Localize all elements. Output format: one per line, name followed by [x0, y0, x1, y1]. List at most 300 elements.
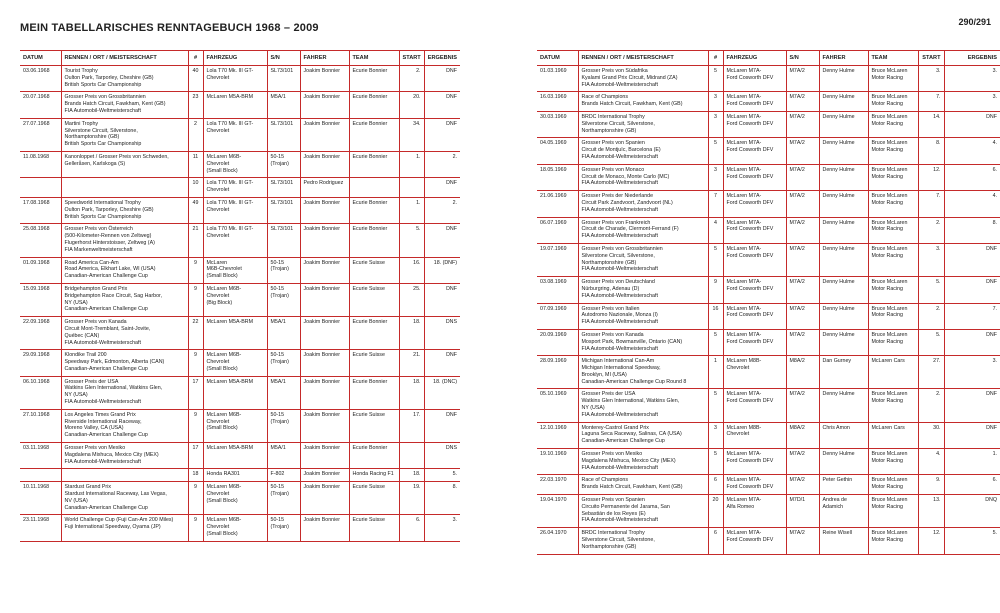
driver-line: Denny Hulme [822, 451, 855, 458]
team-cell [349, 515, 399, 541]
serial-number-line: 50-15 [270, 285, 285, 292]
serial-number-line: M5A/1 [270, 319, 286, 326]
driver-cell [819, 243, 868, 276]
car-line: Chevrolet [726, 431, 750, 438]
race-line: Northamptonshire (GB) [581, 259, 637, 266]
race-line: Race of Champions [581, 94, 629, 101]
car-line: Lola T70 Mk. III GT- [206, 120, 254, 127]
team-line: Bruce McLaren [871, 530, 908, 537]
car-cell [723, 243, 786, 276]
serial-number-cell [786, 303, 819, 329]
race-cell [578, 138, 708, 164]
team-line: Bruce McLaren [871, 166, 908, 173]
table-row [537, 303, 1000, 329]
driver-line: Joakim Bonnier [303, 153, 341, 160]
serial-number-line: (Trojan) [270, 292, 289, 299]
team-cell [868, 449, 918, 475]
table-row [537, 422, 1000, 448]
driver-cell [300, 224, 349, 257]
serial-number-line: M7A/2 [789, 68, 805, 74]
race-line: Magdalena Mixhuca, Mexico City (MEX) [581, 457, 676, 464]
race-line: Grosser Preis der USA [581, 391, 636, 398]
team-line: Bruce McLaren [871, 113, 908, 120]
car-line: Alfa Romeo [726, 503, 755, 510]
car-line: McLaren M7A- [726, 477, 762, 484]
date-cell: 29.09.1968 [20, 350, 61, 376]
result-cell: 3. [944, 66, 1000, 92]
race-line: FIA Automobil-Weltmeisterschaft [581, 411, 658, 418]
car-line: McLaren M7A- [726, 113, 762, 120]
race-cell [61, 66, 188, 92]
race-line: Brands Hatch Circuit, Fawkham, Kent (GB) [581, 101, 683, 108]
race-line: Stardust Grand Prix [64, 484, 112, 491]
car-number-cell: 1 [708, 356, 723, 389]
car-line: McLaren M7A- [726, 193, 762, 200]
serial-number-cell [267, 515, 300, 541]
result-cell: DNF [944, 111, 1000, 137]
result-cell: DNS [424, 443, 460, 469]
car-number-cell: 20 [708, 495, 723, 528]
date-cell: 28.09.1969 [537, 356, 578, 389]
team-line: Ecurie Bonnier [352, 68, 388, 74]
race-line: Circuit de Charade, Clermont-Ferrand (F) [581, 226, 679, 233]
serial-number-cell [786, 475, 819, 495]
result-cell: DNF [424, 350, 460, 376]
start-position-cell: 2. [918, 389, 944, 422]
car-line: McLaren M7A- [726, 68, 762, 74]
race-line: FIA Automobil-Weltmeisterschaft [581, 345, 658, 352]
serial-number-cell [267, 118, 300, 151]
race-line: FIA Automobil-Weltmeisterschaft [581, 206, 658, 213]
car-number-cell: 9 [708, 277, 723, 303]
race-cell [61, 482, 188, 515]
serial-number-line: 50-15 [270, 352, 285, 359]
car-line: (Small Block) [206, 497, 238, 504]
team-cell [349, 197, 399, 223]
serial-number-line: M5A/1 [270, 94, 286, 101]
start-position-cell: 3. [918, 66, 944, 92]
date-cell: 19.04.1970 [537, 495, 578, 528]
start-position-cell: 4. [918, 449, 944, 475]
result-cell: 2. [424, 197, 460, 223]
serial-number-line: (Trojan) [270, 491, 289, 498]
car-line: McLaren M7A- [726, 166, 762, 173]
team-cell [349, 224, 399, 257]
serial-number-line: (Trojan) [270, 160, 289, 167]
race-line: Silverstone Circuit, Silverstone, [581, 537, 655, 544]
table-row [537, 191, 1000, 217]
car-cell [203, 409, 267, 442]
table-row [537, 92, 1000, 112]
car-line: Chevrolet [206, 127, 230, 134]
table-row [20, 409, 460, 442]
race-line: Northamptonshire (GB) [64, 134, 120, 141]
team-line: Ecurie Suisse [352, 259, 385, 266]
start-position-cell: 18. [399, 376, 424, 409]
team-line: Honda Racing F1 [352, 471, 394, 478]
table-row [20, 224, 460, 257]
driver-line: Joakim Bonnier [303, 352, 341, 359]
team-line: Bruce McLaren [871, 94, 908, 101]
table-row [20, 66, 460, 92]
serial-number-line: 50-15 [270, 153, 285, 160]
serial-number-line: M7A/2 [789, 530, 805, 537]
race-cell [61, 443, 188, 469]
car-line: Ford Cosworth DFV [726, 199, 774, 206]
driver-line: Denny Hulme [822, 68, 855, 74]
race-line: Speedworld International Trophy [64, 199, 141, 206]
race-line: Los Angeles Times Grand Prix [64, 411, 136, 418]
car-number-cell: 2 [188, 118, 203, 151]
car-cell [723, 191, 786, 217]
car-line: Ford Cosworth DFV [726, 120, 774, 127]
car-line: Ford Cosworth DFV [726, 226, 774, 233]
start-position-cell: 1. [399, 197, 424, 223]
driver-line: Denny Hulme [822, 140, 855, 147]
race-cell [578, 243, 708, 276]
race-line: Autodromo Nazionale, Monza (I) [581, 312, 658, 319]
date-cell: 25.08.1968 [20, 224, 61, 257]
car-line: Ford Cosworth DFV [726, 101, 774, 108]
serial-number-cell [786, 243, 819, 276]
team-header: TEAM [868, 51, 918, 66]
car-line: (Small Block) [206, 531, 238, 538]
car-cell [723, 389, 786, 422]
race-line: Brands Hatch Circuit, Fawkham, Kent (GB) [581, 484, 683, 491]
race-line: Northamptonshire (GB) [581, 543, 637, 550]
race-line: Grosser Preis von Südafrika [581, 68, 648, 74]
result-cell: 3. [424, 515, 460, 541]
car-number-cell: 22 [188, 317, 203, 350]
car-cell [203, 482, 267, 515]
start-position-cell: 20. [399, 92, 424, 118]
car-cell [203, 118, 267, 151]
race-line: NV (USA) [64, 497, 88, 504]
race-line: FIA Automobil-Weltmeisterschaft [581, 153, 658, 160]
race-line: Nürburgring, Adenau (D) [581, 285, 640, 292]
race-cell [578, 356, 708, 389]
race-cell [578, 191, 708, 217]
team-line: Ecurie Suisse [352, 484, 385, 491]
race-header: RENNEN / ORT / MEISTERSCHAFT [578, 51, 708, 66]
race-line: Magdalena Mixhuca, Mexico City (MEX) [64, 451, 159, 458]
driver-cell [300, 317, 349, 350]
team-line: Motor Racing [871, 101, 903, 108]
car-cell [203, 257, 267, 283]
race-line: Brands Hatch Circuit, Fawkham, Kent (GB) [64, 101, 166, 108]
team-cell [349, 257, 399, 283]
race-cell [61, 197, 188, 223]
race-line: Mosport Park, Bowmanville, Ontario (CAN) [581, 338, 683, 345]
start-position-cell: 18. [399, 469, 424, 482]
table-row [20, 151, 460, 177]
driver-cell [819, 277, 868, 303]
serial-number-line: M7A/2 [789, 113, 805, 120]
car-line: McLaren M8B- [726, 358, 762, 365]
serial-number-line: M5A/1 [270, 378, 286, 385]
race-line: Klondike Trail 200 [64, 352, 107, 359]
team-line: McLaren Cars [871, 424, 905, 431]
serial-number-cell [267, 317, 300, 350]
car-cell [203, 376, 267, 409]
driver-line: Dan Gurney [822, 358, 852, 365]
race-line: Grosser Preis von Italien [581, 305, 640, 312]
race-cell [578, 92, 708, 112]
driver-line: Denny Hulme [822, 279, 855, 286]
driver-line: Joakim Bonnier [303, 285, 341, 292]
car-line: McLaren M7A- [726, 94, 762, 101]
car-line: McLaren M7A- [726, 245, 762, 252]
race-line: Road America, Elkhart Lake, WI (USA) [64, 266, 156, 273]
team-cell [349, 151, 399, 177]
result-cell: DNF [424, 224, 460, 257]
team-line: Bruce McLaren [871, 451, 908, 458]
car-line: McLaren M6B- [206, 285, 242, 292]
car-cell [723, 138, 786, 164]
start-position-cell: 2. [399, 66, 424, 92]
date-cell: 20.09.1969 [537, 329, 578, 355]
race-line: Monterey-Castrol Grand Prix [581, 424, 649, 431]
car-line: Ford Cosworth DFV [726, 173, 774, 180]
serial-header: S/N [786, 51, 819, 66]
date-cell [20, 178, 61, 198]
date-cell: 19.10.1969 [537, 449, 578, 475]
result-cell: DNF [944, 422, 1000, 448]
result-cell: DNQ [944, 495, 1000, 528]
race-cell [61, 317, 188, 350]
car-number-cell: 9 [188, 409, 203, 442]
serial-number-cell [786, 111, 819, 137]
serial-number-cell [267, 482, 300, 515]
start-position-cell: 2. [918, 217, 944, 243]
race-line: Road America Can-Am [64, 259, 119, 266]
car-cell [723, 495, 786, 528]
team-line: Ecurie Bonnier [352, 199, 388, 206]
table-row [537, 138, 1000, 164]
team-cell [349, 283, 399, 316]
serial-number-cell [786, 356, 819, 389]
car-line: Ford Cosworth DFV [726, 338, 774, 345]
start-header: START [399, 51, 424, 66]
race-line: Circuit Mont-Tremblant, Saint-Jovite, [64, 325, 151, 332]
table-row [20, 257, 460, 283]
serial-number-line: (Trojan) [270, 359, 289, 366]
serial-number-line: 50-15 [270, 411, 285, 418]
serial-number-line: 50-15 [270, 484, 285, 491]
team-line: Bruce McLaren [871, 193, 908, 200]
table-row [537, 66, 1000, 92]
race-cell [578, 495, 708, 528]
table-header-row [537, 51, 1000, 66]
start-position-cell: 27. [918, 356, 944, 389]
team-cell [868, 389, 918, 422]
race-table-right [537, 50, 1000, 555]
team-cell [349, 350, 399, 376]
driver-line: Denny Hulme [822, 391, 855, 398]
serial-number-cell [267, 66, 300, 92]
car-number-cell: 23 [188, 92, 203, 118]
serial-number-line: (Trojan) [270, 418, 289, 425]
team-line: Bruce McLaren [871, 68, 908, 74]
car-line: Chevrolet [726, 365, 750, 372]
car-cell [203, 469, 267, 482]
result-cell: DNF [944, 329, 1000, 355]
result-cell: 5. [944, 528, 1000, 554]
team-line: Bruce McLaren [871, 477, 908, 484]
table-row [537, 243, 1000, 276]
race-cell [578, 277, 708, 303]
date-cell: 10.11.1968 [20, 482, 61, 515]
race-line: Grosser Preis von Spanien [581, 497, 645, 504]
team-cell [868, 217, 918, 243]
race-line: Martini Trophy [64, 120, 99, 127]
car-line: Lola T70 Mk. III GT- [206, 68, 254, 74]
car-line: McLaren M6B- [206, 517, 242, 524]
start-position-cell: 14. [918, 111, 944, 137]
serial-number-cell [267, 224, 300, 257]
serial-number-line: M7A/2 [789, 477, 805, 484]
race-line: Sebastián de los Reyes (E) [581, 510, 646, 517]
driver-line: Adamich [822, 503, 844, 510]
date-cell: 15.09.1968 [20, 283, 61, 316]
serial-number-line: M7A/2 [789, 94, 805, 101]
car-line: McLaren M5A-BRM [206, 94, 254, 101]
team-cell [868, 495, 918, 528]
car-line: Chevrolet [206, 206, 230, 213]
team-line: Motor Racing [871, 503, 903, 510]
date-cell: 11.08.1968 [20, 151, 61, 177]
serial-number-line: (Trojan) [270, 266, 289, 273]
race-cell [61, 92, 188, 118]
table-row [537, 449, 1000, 475]
car-cell [723, 217, 786, 243]
team-cell [868, 191, 918, 217]
race-line: Grosser Preis von Frankreich [581, 219, 651, 226]
team-line: Bruce McLaren [871, 245, 908, 252]
car-number-cell: 3 [708, 164, 723, 190]
driver-cell [300, 376, 349, 409]
team-cell [349, 409, 399, 442]
race-line: FIA Automobil-Weltmeisterschaft [581, 517, 658, 524]
race-cell [578, 164, 708, 190]
car-line: Ford Cosworth DFV [726, 74, 774, 81]
driver-cell [819, 329, 868, 355]
car-line: Ford Cosworth DFV [726, 147, 774, 154]
date-cell: 27.10.1968 [20, 409, 61, 442]
result-cell: 3. [944, 356, 1000, 389]
driver-cell [300, 92, 349, 118]
race-cell [61, 376, 188, 409]
car-line: Ford Cosworth DFV [726, 484, 774, 491]
table-row [20, 482, 460, 515]
team-line: Motor Racing [871, 484, 903, 491]
driver-line: Joakim Bonnier [303, 259, 341, 266]
car-cell [203, 151, 267, 177]
race-line: Fuji International Speedway, Oyama (JP) [64, 524, 161, 531]
race-cell [61, 469, 188, 482]
serial-number-cell [786, 164, 819, 190]
serial-number-cell [267, 350, 300, 376]
team-line: Ecurie Bonnier [352, 378, 388, 385]
race-line: (500-Kilometer-Rennen von Zeltweg) [64, 233, 152, 240]
race-line: NY (USA) [64, 299, 88, 306]
driver-cell [819, 495, 868, 528]
race-cell [578, 111, 708, 137]
car-number-cell: 5 [708, 389, 723, 422]
driver-cell [300, 443, 349, 469]
car-number-cell: 40 [188, 66, 203, 92]
driver-line: Joakim Bonnier [303, 445, 341, 452]
driver-line: Joakim Bonnier [303, 120, 341, 127]
start-position-cell: 2. [918, 303, 944, 329]
car-cell [723, 111, 786, 137]
race-line: Grosser Preis von Kanada [64, 319, 127, 326]
driver-line: Denny Hulme [822, 113, 855, 120]
car-line: McLaren M6B- [206, 352, 242, 359]
car-line: McLaren M8B- [726, 424, 762, 431]
race-line: Circuit de Monaco, Monte Carlo (MC) [581, 173, 670, 180]
race-cell [61, 178, 188, 198]
page-title: MEIN TABELLARISCHES RENNTAGEBUCH 1968 – 2009 [20, 22, 319, 34]
team-line: Motor Racing [871, 252, 903, 259]
race-line: FIA Automobil-Weltmeisterschaft [64, 458, 141, 465]
car-line: McLaren M7A- [726, 331, 762, 338]
start-header: START [918, 51, 944, 66]
race-line: Circuit Park Zandvoort, Zandvoort (NL) [581, 199, 673, 206]
start-position-cell [399, 178, 424, 198]
car-line: McLaren M7A- [726, 279, 762, 286]
serial-number-line: (Trojan) [270, 524, 289, 531]
start-position-cell: 12. [918, 528, 944, 554]
driver-cell [819, 449, 868, 475]
start-position-cell: 5. [399, 224, 424, 257]
car-line: Chevrolet [206, 160, 230, 167]
race-line: Tourist Trophy [64, 68, 98, 74]
start-position-cell: 9. [918, 475, 944, 495]
serial-number-cell [786, 389, 819, 422]
serial-number-line: F-802 [270, 471, 285, 478]
number-header: # [708, 51, 723, 66]
driver-line: Denny Hulme [822, 331, 855, 338]
result-cell: 18. (DNF) [424, 257, 460, 283]
race-line: Grosser Preis von Österreich [64, 226, 133, 233]
car-line: McLaren M7A- [726, 391, 762, 398]
team-line: Bruce McLaren [871, 219, 908, 226]
result-cell: DNF [944, 389, 1000, 422]
race-line: Stardust International Raceway, Las Vegas, [64, 491, 167, 498]
car-cell [203, 178, 267, 198]
car-header: FAHRZEUG [723, 51, 786, 66]
team-line: Bruce McLaren [871, 497, 908, 504]
race-line: FIA Automobil-Weltmeisterschaft [581, 464, 658, 471]
driver-line: Peter Gethin [822, 477, 853, 484]
serial-number-cell [267, 197, 300, 223]
team-line: Ecurie Suisse [352, 285, 385, 292]
serial-number-cell [786, 138, 819, 164]
start-position-cell: 3. [918, 243, 944, 276]
team-cell [349, 118, 399, 151]
driver-line: Denny Hulme [822, 219, 855, 226]
car-line: Chevrolet [206, 233, 230, 240]
serial-number-cell [267, 283, 300, 316]
serial-number-line: SL73/101 [270, 226, 294, 233]
car-number-cell: 3 [708, 111, 723, 137]
date-cell: 16.03.1969 [537, 92, 578, 112]
car-line: Ford Cosworth DFV [726, 457, 774, 464]
team-line: Motor Racing [871, 199, 903, 206]
date-header: DATUM [20, 51, 61, 66]
race-line: NY (USA) [64, 392, 88, 399]
